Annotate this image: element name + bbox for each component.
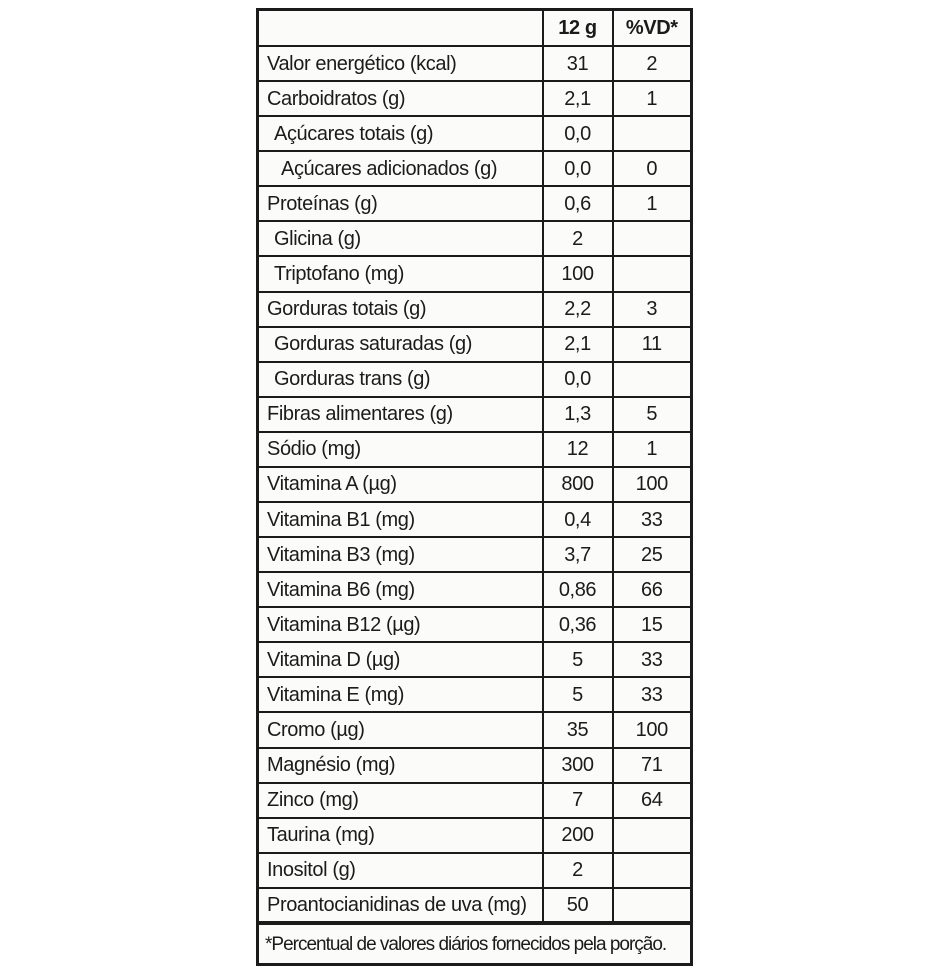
table-row bbox=[258, 853, 692, 888]
amount-value: 2 bbox=[543, 221, 613, 256]
amount-value: 3,7 bbox=[543, 537, 613, 572]
nutrient-label: Triptofano (mg) bbox=[258, 256, 543, 291]
table-row bbox=[258, 818, 692, 853]
table-row bbox=[258, 537, 692, 572]
table-row bbox=[258, 572, 692, 607]
nutrient-label: Proteínas (g) bbox=[258, 186, 543, 221]
amount-value: 2,2 bbox=[543, 292, 613, 327]
nutrient-label: Taurina (mg) bbox=[258, 818, 543, 853]
amount-value: 31 bbox=[543, 46, 613, 81]
nutrient-label: Vitamina B3 (mg) bbox=[258, 537, 543, 572]
vd-value: 0 bbox=[613, 151, 692, 186]
vd-value bbox=[613, 362, 692, 397]
nutrient-label: Zinco (mg) bbox=[258, 783, 543, 818]
vd-value: 100 bbox=[613, 467, 692, 502]
vd-value bbox=[613, 221, 692, 256]
vd-value: 33 bbox=[613, 642, 692, 677]
table-row bbox=[258, 327, 692, 362]
nutrient-label: Carboidratos (g) bbox=[258, 81, 543, 116]
nutrient-label: Cromo (µg) bbox=[258, 712, 543, 747]
table-row bbox=[258, 642, 692, 677]
vd-value: 33 bbox=[613, 502, 692, 537]
amount-value: 5 bbox=[543, 642, 613, 677]
vd-value bbox=[613, 888, 692, 923]
amount-value: 0,4 bbox=[543, 502, 613, 537]
table-row bbox=[258, 888, 692, 923]
table-body bbox=[258, 46, 692, 923]
table-row bbox=[258, 186, 692, 221]
nutrient-label: Sódio (mg) bbox=[258, 432, 543, 467]
vd-value: 5 bbox=[613, 397, 692, 432]
table-row bbox=[258, 116, 692, 151]
table-row bbox=[258, 432, 692, 467]
table-row bbox=[258, 712, 692, 747]
table-row bbox=[258, 783, 692, 818]
footnote-row bbox=[258, 923, 692, 965]
amount-value: 0,0 bbox=[543, 362, 613, 397]
vd-value: 100 bbox=[613, 712, 692, 747]
nutrient-label: Inositol (g) bbox=[258, 853, 543, 888]
vd-value: 1 bbox=[613, 186, 692, 221]
nutrient-label: Gorduras trans (g) bbox=[258, 362, 543, 397]
nutrient-label: Açúcares adicionados (g) bbox=[258, 151, 543, 186]
vd-value: 66 bbox=[613, 572, 692, 607]
nutrient-label: Gorduras totais (g) bbox=[258, 292, 543, 327]
vd-value: 15 bbox=[613, 607, 692, 642]
amount-value: 5 bbox=[543, 677, 613, 712]
amount-value: 50 bbox=[543, 888, 613, 923]
amount-value: 100 bbox=[543, 256, 613, 291]
vd-value bbox=[613, 256, 692, 291]
nutrient-label: Vitamina B12 (µg) bbox=[258, 607, 543, 642]
nutrient-label: Fibras alimentares (g) bbox=[258, 397, 543, 432]
vd-value: 64 bbox=[613, 783, 692, 818]
vd-value: 1 bbox=[613, 81, 692, 116]
table-row bbox=[258, 467, 692, 502]
amount-value: 0,6 bbox=[543, 186, 613, 221]
table-row bbox=[258, 151, 692, 186]
table-row bbox=[258, 81, 692, 116]
nutrient-label: Glicina (g) bbox=[258, 221, 543, 256]
vd-value: 2 bbox=[613, 46, 692, 81]
amount-value: 7 bbox=[543, 783, 613, 818]
nutrient-label: Vitamina B1 (mg) bbox=[258, 502, 543, 537]
amount-value: 0,0 bbox=[543, 116, 613, 151]
table-row bbox=[258, 256, 692, 291]
table-row bbox=[258, 502, 692, 537]
nutrient-label: Valor energético (kcal) bbox=[258, 46, 543, 81]
nutrition-facts-table bbox=[256, 8, 693, 966]
amount-value: 200 bbox=[543, 818, 613, 853]
nutrient-label: Açúcares totais (g) bbox=[258, 116, 543, 151]
amount-value: 1,3 bbox=[543, 397, 613, 432]
header-label-cell bbox=[258, 10, 543, 47]
amount-value: 0,86 bbox=[543, 572, 613, 607]
table-row bbox=[258, 221, 692, 256]
header-serving-cell: 12 g bbox=[543, 10, 613, 47]
vd-value: 1 bbox=[613, 432, 692, 467]
amount-value: 12 bbox=[543, 432, 613, 467]
nutrient-label: Vitamina E (mg) bbox=[258, 677, 543, 712]
header-vd-cell: %VD* bbox=[613, 10, 692, 47]
vd-value: 71 bbox=[613, 748, 692, 783]
amount-value: 800 bbox=[543, 467, 613, 502]
vd-value bbox=[613, 116, 692, 151]
vd-value: 11 bbox=[613, 327, 692, 362]
amount-value: 35 bbox=[543, 712, 613, 747]
nutrient-label: Proantocianidinas de uva (mg) bbox=[258, 888, 543, 923]
nutrient-label: Vitamina A (µg) bbox=[258, 467, 543, 502]
nutrient-label: Gorduras saturadas (g) bbox=[258, 327, 543, 362]
amount-value: 300 bbox=[543, 748, 613, 783]
table-row bbox=[258, 397, 692, 432]
footnote: *Percentual de valores diários fornecidos pela porção. bbox=[258, 923, 692, 965]
amount-value: 2 bbox=[543, 853, 613, 888]
amount-value: 0,36 bbox=[543, 607, 613, 642]
nutrient-label: Vitamina B6 (mg) bbox=[258, 572, 543, 607]
vd-value bbox=[613, 818, 692, 853]
table-row bbox=[258, 292, 692, 327]
nutrient-label: Vitamina D (µg) bbox=[258, 642, 543, 677]
vd-value: 33 bbox=[613, 677, 692, 712]
table-row bbox=[258, 677, 692, 712]
vd-value: 25 bbox=[613, 537, 692, 572]
nutrient-label: Magnésio (mg) bbox=[258, 748, 543, 783]
vd-value bbox=[613, 853, 692, 888]
table-row bbox=[258, 46, 692, 81]
header-row bbox=[258, 10, 692, 47]
amount-value: 2,1 bbox=[543, 327, 613, 362]
table-row bbox=[258, 748, 692, 783]
amount-value: 0,0 bbox=[543, 151, 613, 186]
table-row bbox=[258, 607, 692, 642]
table-row bbox=[258, 362, 692, 397]
amount-value: 2,1 bbox=[543, 81, 613, 116]
vd-value: 3 bbox=[613, 292, 692, 327]
